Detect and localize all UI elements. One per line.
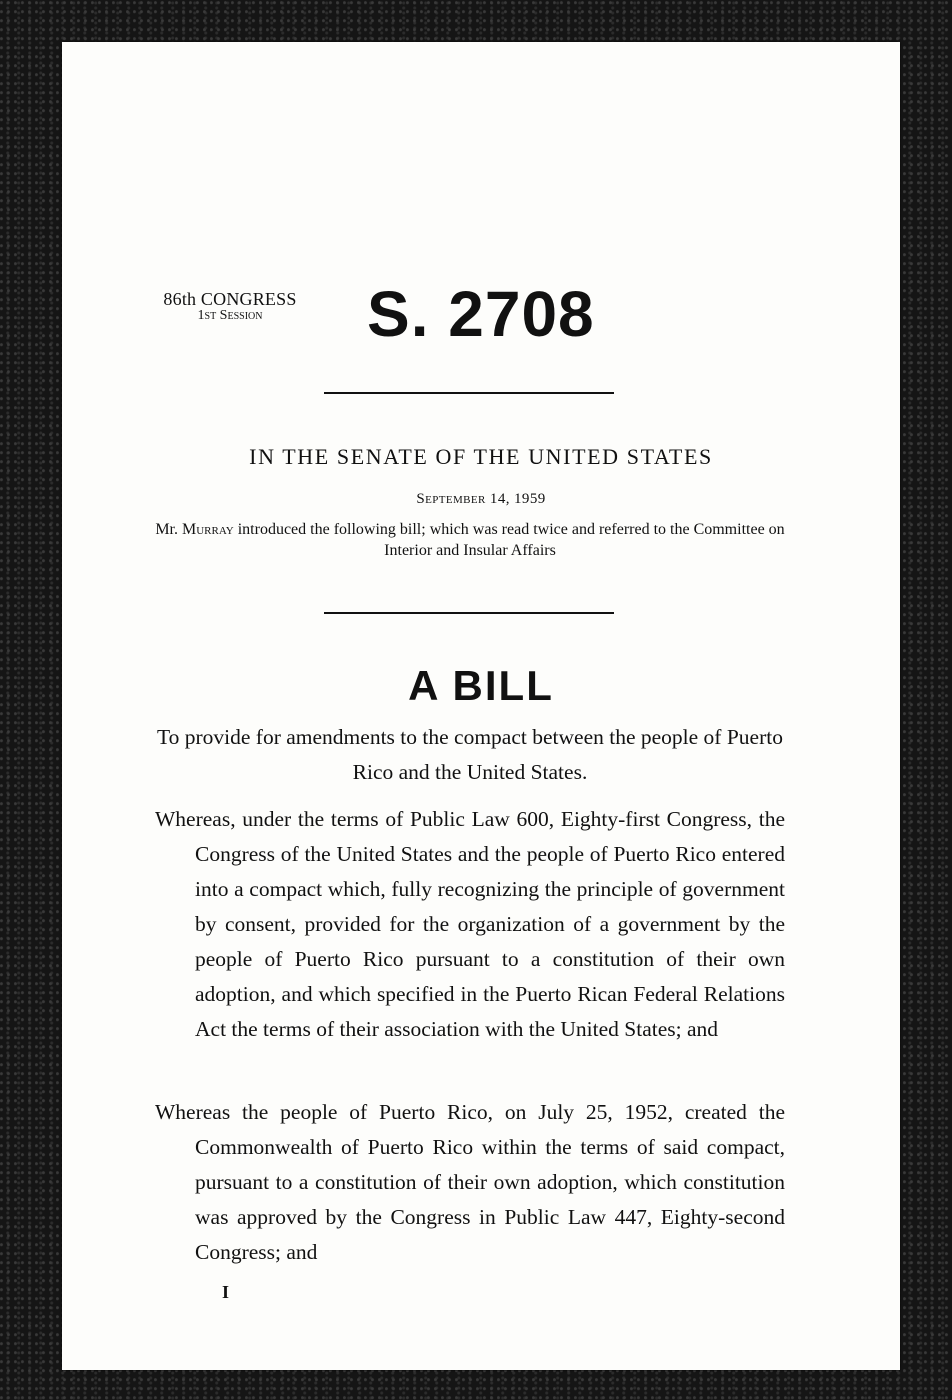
sponsor-name: Murray <box>181 521 234 538</box>
page-mark: I <box>222 1282 230 1302</box>
chamber-heading: IN THE SENATE OF THE UNITED STATES <box>249 444 713 469</box>
bill-number: S. 2708 <box>367 278 595 350</box>
whereas-clause: Whereas the people of Puerto Rico, on July 25, 1952, created the Commonwealth of Puerto Rico within the terms of said compact, pursuant to a constitution of their own adoption, which constitution was approved by the Congress in Public Law 447, Eighty-second Congress; and <box>155 1100 785 1264</box>
session-label: 1st Session <box>197 308 263 323</box>
top-rule <box>324 392 614 394</box>
intro-text: introduced the following bill; which was read twice and referred to the Committee on Interior and Insular Affairs <box>233 521 785 559</box>
whereas-clause: Whereas, under the terms of Public Law 600, Eighty-first Congress, the Congress of the United States and the people of Puerto Rico entered into a compact which, fully recognizing the principle of government by consent, provided for the organization of a government by the people of Puerto Rico pursuant to a constitution of their own adoption, and which specified in the Puerto Rican Federal Relations Act the terms of their association with the United States; and <box>155 807 785 1041</box>
document-page <box>62 42 900 1370</box>
intro-prefix: Mr. <box>155 521 182 538</box>
introduction-statement <box>150 519 790 561</box>
introduction-date: September 14, 1959 <box>416 491 546 507</box>
bill-heading: A BILL <box>408 662 554 709</box>
congress-session-block <box>150 290 310 323</box>
congress-label: 86th CONGRESS <box>163 289 297 309</box>
bill-purpose: To provide for amendments to the compact between the people of Puerto Rico and the United States. <box>157 725 783 784</box>
middle-rule <box>324 612 614 614</box>
